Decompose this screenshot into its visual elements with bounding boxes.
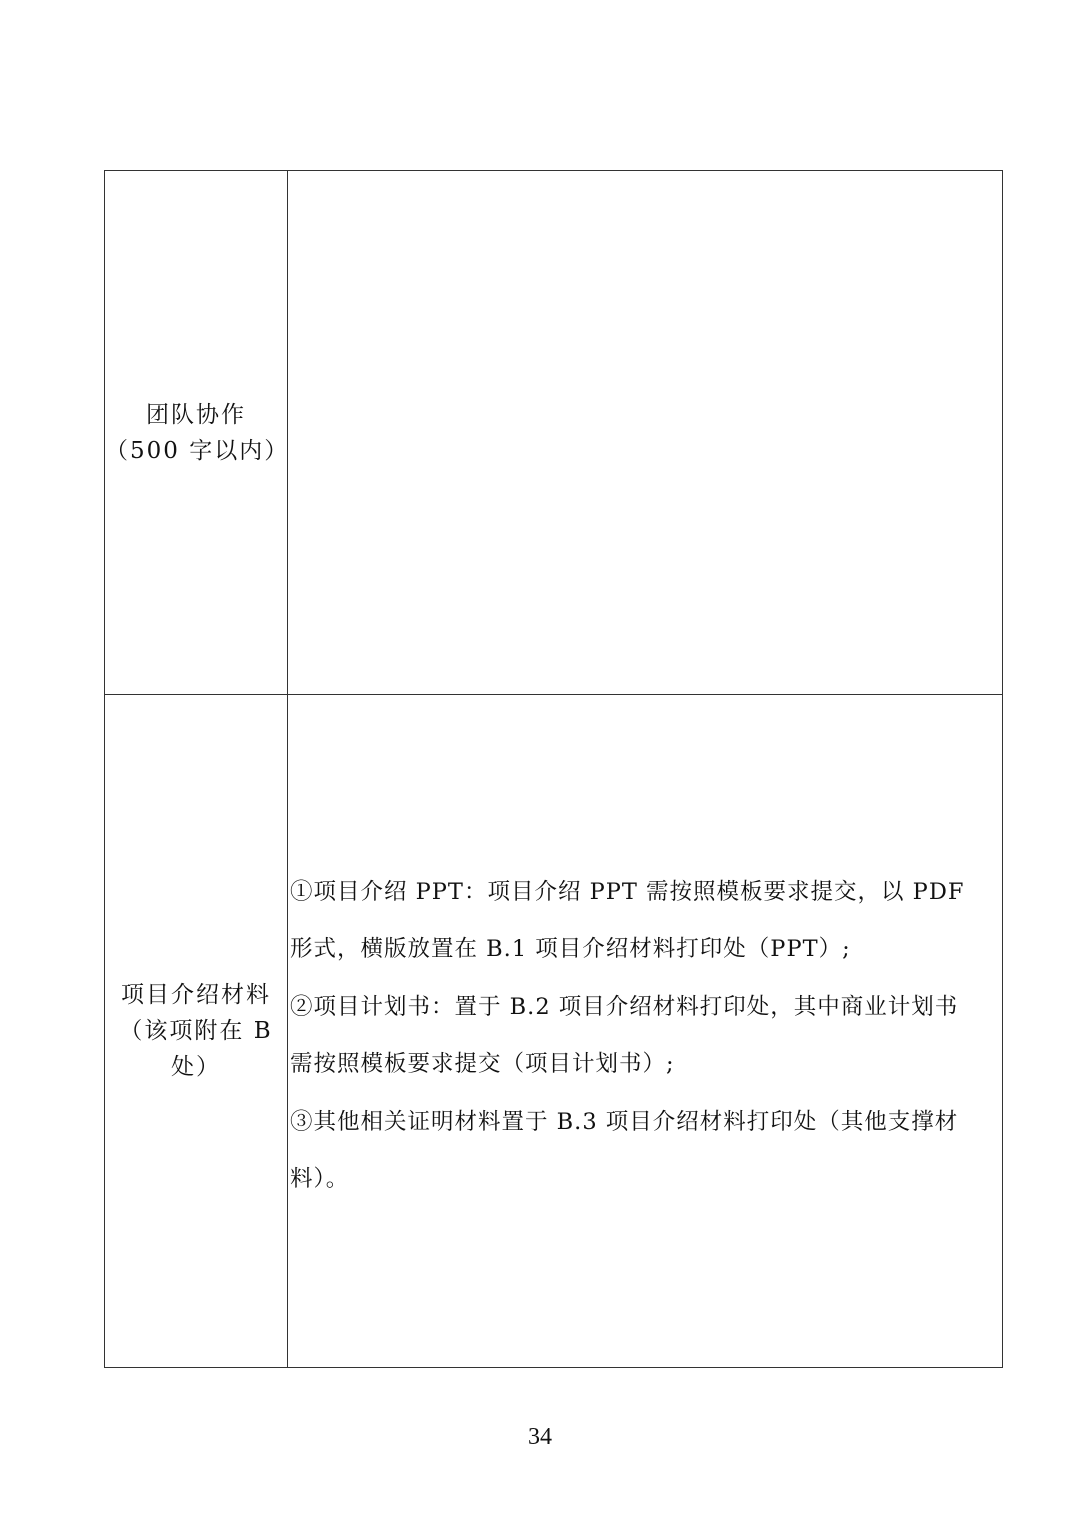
project-materials-content: [288, 695, 1003, 1368]
instruction-line: ②项目计划书：置于 B.2 项目介绍材料打印处，其中商业计划书: [290, 993, 959, 1020]
page-number: 34: [528, 1424, 552, 1450]
instruction-line: ①项目介绍 PPT：项目介绍 PPT 需按照模板要求提交，以 PDF: [290, 878, 965, 905]
row-label-note-cont: 处）: [171, 1054, 221, 1080]
instruction-line: 料）。: [290, 1166, 350, 1192]
table-row-team-collaboration: [105, 171, 1003, 695]
instruction-line: 需按照模板要求提交（项目计划书）;: [290, 1051, 675, 1077]
team-collaboration-answer-area[interactable]: [288, 171, 1003, 695]
label-cell-team-collaboration: [105, 171, 288, 695]
table-row-project-materials: [105, 695, 1003, 1368]
row-label-note: （该项附在 B: [119, 1018, 273, 1044]
instruction-line: ③其他相关证明材料置于 B.3 项目介绍材料打印处（其他支撑材: [290, 1108, 959, 1135]
row-label-title: 团队协作: [146, 401, 246, 428]
application-form-table: [104, 170, 1003, 1368]
project-materials-instructions: [288, 864, 1002, 1209]
instruction-line: 形式，横版放置在 B.1 项目介绍材料打印处（PPT）;: [290, 936, 851, 962]
row-label-note: （500 字以内）: [105, 437, 290, 464]
label-cell-project-materials: [105, 695, 288, 1368]
row-label-title: 项目介绍材料: [121, 982, 271, 1008]
